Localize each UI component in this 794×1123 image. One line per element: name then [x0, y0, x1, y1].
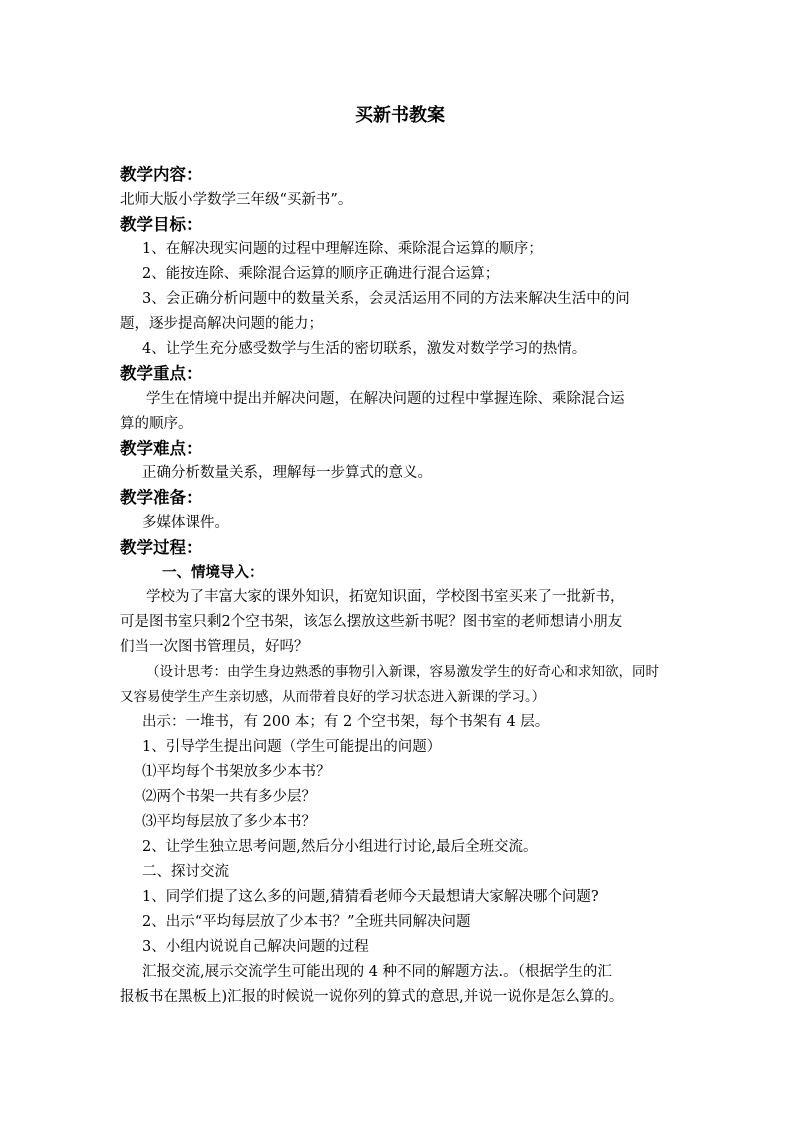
goal-item: 4、让学生充分感受数学与生活的密切联系，激发对数学学习的热情。 [142, 341, 587, 357]
report-text-continued: 报板书在黑板上)汇报的时候说一说你列的算式的意思,并说一说你是怎么算的。 [120, 989, 624, 1005]
document-title: 买新书教案 [355, 105, 445, 126]
heading-content: 教学内容： [120, 165, 203, 184]
heading-preparation: 教学准备： [120, 488, 203, 507]
question-item: ⑴平均每个书架放多少本书？ [142, 764, 331, 780]
key-points-text: 学生在情境中提出并解决问题，在解决问题的过程中掌握连除、乘除混合运 [146, 390, 625, 407]
process-item: 2、出示“平均每层放了少本书？”全班共同解决问题 [142, 914, 471, 930]
document-body [120, 163, 680, 1010]
goal-item: 2、能按连除、乘除混合运算的顺序正确进行混合运算； [142, 266, 500, 282]
design-note: （设计思考：由学生身边熟悉的事物引入新课，容易激发学生的好奇心和求知欲，同时 [146, 664, 659, 680]
key-points-text-continued: 算的顺序。 [120, 415, 193, 432]
goal-item: 1、在解决现实问题的过程中理解连除、乘除混合运算的顺序； [142, 241, 543, 257]
goal-item: 3、会正确分析问题中的数量关系，会灵活运用不同的方法来解决生活中的问 [142, 291, 630, 307]
goal-item-continued: 题，逐步提高解决问题的能力； [120, 316, 323, 332]
step-heading: 一、情境导入： [162, 564, 264, 581]
process-item: 1、同学们提了这么多的问题,猜猜看老师今天最想请大家解决哪个问题? [142, 889, 599, 905]
process-item: 2、让学生独立思考问题,然后分小组进行讨论,最后全班交流。 [142, 839, 538, 855]
heading-key-points: 教学重点： [120, 364, 203, 383]
heading-process: 教学过程： [120, 537, 203, 557]
heading-goals: 教学目标： [120, 214, 203, 234]
intro-text-continued: 们当一次图书管理员，好吗？ [120, 639, 309, 655]
difficulty-text: 正确分析数量关系，理解每一步算式的意义。 [142, 465, 432, 481]
question-item: ⑵两个书架一共有多少层？ [142, 789, 316, 805]
content-text: 北师大版小学数学三年级“买新书”。 [120, 191, 353, 208]
step-heading: 二、探讨交流 [142, 864, 229, 880]
problem-statement: 出示：一堆书，有 200 本；有 2 个空书架，每个书架有 4 层。 [142, 714, 550, 730]
process-item: 1、引导学生提出问题（学生可能提出的问题） [142, 739, 442, 755]
intro-text-continued: 可是图书室只剩2个空书架，该怎么摆放这些新书呢？图书室的老师想请小朋友 [120, 614, 623, 630]
process-item: 3、小组内说说自己解决问题的过程 [142, 939, 369, 955]
intro-text: 学校为了丰富大家的课外知识，拓宽知识面，学校图书室买来了一批新书， [146, 589, 625, 605]
heading-difficulty: 教学难点： [120, 438, 203, 458]
design-note-continued: 又容易使学生产生亲切感，从而带着良好的学习状态进入新课的学习。） [120, 689, 546, 705]
report-text: 汇报交流,展示交流学生可能出现的 4 种不同的解题方法.。（根据学生的汇 [142, 964, 612, 980]
preparation-text: 多媒体课件。 [142, 514, 229, 531]
question-item: ⑶平均每层放了多少本书？ [142, 814, 316, 830]
